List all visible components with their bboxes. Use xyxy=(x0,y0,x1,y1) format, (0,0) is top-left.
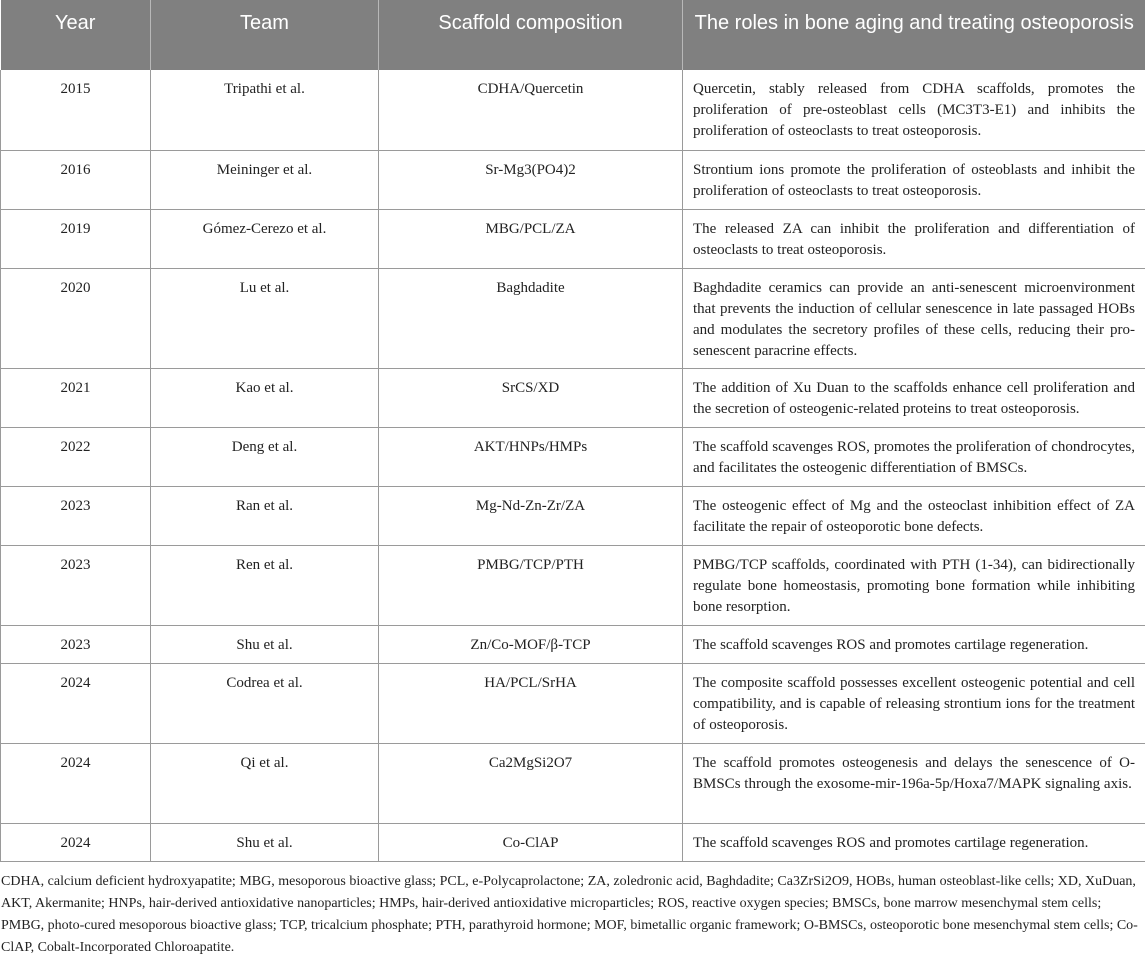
cell-team: Shu et al. xyxy=(151,823,379,861)
cell-composition: SrCS/XD xyxy=(379,368,683,427)
cell-year: 2016 xyxy=(1,150,151,209)
table-row xyxy=(1,70,1145,150)
cell-year: 2023 xyxy=(1,625,151,663)
cell-year: 2015 xyxy=(1,70,151,150)
table-row xyxy=(1,625,1145,663)
cell-team: Ran et al. xyxy=(151,486,379,545)
header-row xyxy=(1,0,1145,70)
table-row xyxy=(1,743,1145,823)
cell-role: Quercetin, stably released from CDHA scaffolds, promotes the proliferation of pre-osteoblast cells (MC3T3-E1) and inhibits the proliferation of osteoclasts to treat osteoporosis. xyxy=(683,70,1145,150)
header-team: Team xyxy=(151,0,379,70)
cell-role: The scaffold scavenges ROS and promotes cartilage regeneration. xyxy=(683,625,1145,663)
table-row xyxy=(1,209,1145,268)
cell-year: 2024 xyxy=(1,663,151,743)
cell-year: 2024 xyxy=(1,823,151,861)
cell-team: Meininger et al. xyxy=(151,150,379,209)
cell-role: The composite scaffold possesses excellent osteogenic potential and cell compatibility, and is capable of releasing strontium ions for the treatment of osteoporosis. xyxy=(683,663,1145,743)
cell-role: Strontium ions promote the proliferation of osteoblasts and inhibit the proliferation of osteoclasts to treat osteoporosis. xyxy=(683,150,1145,209)
cell-role: Baghdadite ceramics can provide an anti-senescent microenvironment that prevents the induction of cellular senescence in late passaged HOBs and modulates the secretory profiles of these cells, reducing their pro-senescent paracrine effects. xyxy=(683,268,1145,368)
cell-composition: Zn/Co-MOF/β-TCP xyxy=(379,625,683,663)
cell-team: Deng et al. xyxy=(151,427,379,486)
table-row xyxy=(1,545,1145,625)
cell-composition: PMBG/TCP/PTH xyxy=(379,545,683,625)
table-row xyxy=(1,150,1145,209)
cell-composition: CDHA/Quercetin xyxy=(379,70,683,150)
cell-year: 2020 xyxy=(1,268,151,368)
table-row xyxy=(1,368,1145,427)
cell-composition: Mg-Nd-Zn-Zr/ZA xyxy=(379,486,683,545)
table-row xyxy=(1,268,1145,368)
table-footnote: CDHA, calcium deficient hydroxyapatite; MBG, mesoporous bioactive glass; PCL, e-Polycaprolactone; ZA, zoledronic acid, Baghdadite; Ca3ZrSi2O9, HOBs, human osteoblast-like cells; XD, XuDuan, AKT, Akermanite; HNPs, hair-derived antioxidative nanoparticles; HMPs, hair-derived antioxidative microparticles; ROS, reactive oxygen species; BMSCs, bone marrow mesenchymal stem cells; PMBG, photo-cured mesoporous bioactive glass; TCP, tricalcium phosphate; PTH, parathyroid hormone; MOF, bimetallic organic framework; O-BMSCs, osteoporotic bone mesenchymal stem cells; Co-ClAP, Cobalt-Incorporated Chloroapatite. xyxy=(1,871,1141,959)
cell-team: Codrea et al. xyxy=(151,663,379,743)
cell-team: Shu et al. xyxy=(151,625,379,663)
cell-year: 2023 xyxy=(1,486,151,545)
cell-composition: HA/PCL/SrHA xyxy=(379,663,683,743)
cell-year: 2019 xyxy=(1,209,151,268)
cell-role: PMBG/TCP scaffolds, coordinated with PTH (1-34), can bidirectionally regulate bone homeostasis, promoting bone formation while inhibiting bone resorption. xyxy=(683,545,1145,625)
cell-team: Qi et al. xyxy=(151,743,379,823)
cell-composition: Baghdadite xyxy=(379,268,683,368)
cell-team: Tripathi et al. xyxy=(151,70,379,150)
cell-role: The released ZA can inhibit the proliferation and differentiation of osteoclasts to treat osteoporosis. xyxy=(683,209,1145,268)
table-row xyxy=(1,663,1145,743)
cell-composition: AKT/HNPs/HMPs xyxy=(379,427,683,486)
cell-role: The osteogenic effect of Mg and the osteoclast inhibition effect of ZA facilitate the repair of osteoporotic bone defects. xyxy=(683,486,1145,545)
cell-year: 2022 xyxy=(1,427,151,486)
cell-composition: Sr-Mg3(PO4)2 xyxy=(379,150,683,209)
cell-team: Gómez-Cerezo et al. xyxy=(151,209,379,268)
cell-team: Ren et al. xyxy=(151,545,379,625)
cell-role: The scaffold promotes osteogenesis and delays the senescence of O-BMSCs through the exosome-mir-196a-5p/Hoxa7/MAPK signaling axis. xyxy=(683,743,1145,823)
cell-composition: Co-ClAP xyxy=(379,823,683,861)
cell-team: Lu et al. xyxy=(151,268,379,368)
cell-composition: MBG/PCL/ZA xyxy=(379,209,683,268)
table-row xyxy=(1,823,1145,861)
cell-composition: Ca2MgSi2O7 xyxy=(379,743,683,823)
cell-year: 2021 xyxy=(1,368,151,427)
header-composition: Scaffold composition xyxy=(379,0,683,70)
cell-year: 2024 xyxy=(1,743,151,823)
header-roles: The roles in bone aging and treating osteoporosis xyxy=(683,0,1145,70)
cell-role: The scaffold scavenges ROS and promotes cartilage regeneration. xyxy=(683,823,1145,861)
cell-role: The addition of Xu Duan to the scaffolds enhance cell proliferation and the secretion of osteogenic-related proteins to treat osteoporosis. xyxy=(683,368,1145,427)
header-year: Year xyxy=(1,0,151,70)
table-row xyxy=(1,427,1145,486)
cell-team: Kao et al. xyxy=(151,368,379,427)
cell-role: The scaffold scavenges ROS, promotes the proliferation of chondrocytes, and facilitates the osteogenic differentiation of BMSCs. xyxy=(683,427,1145,486)
table-row xyxy=(1,486,1145,545)
cell-year: 2023 xyxy=(1,545,151,625)
